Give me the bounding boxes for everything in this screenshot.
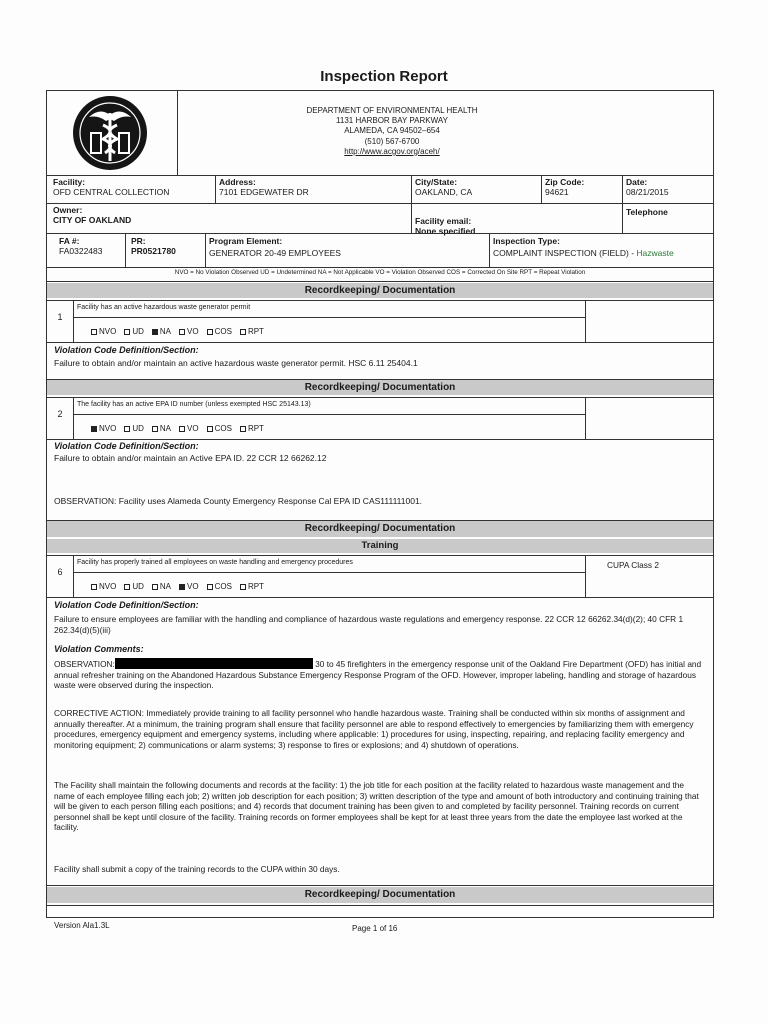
violation-code-text: Failure to obtain and/or maintain an Active EPA ID. 22 CCR 12 66262.12 xyxy=(54,453,327,463)
item-number: 1 xyxy=(57,312,63,322)
option-cos[interactable] xyxy=(207,327,232,336)
checkbox-ud[interactable] xyxy=(124,584,130,590)
item-description: Facility has properly trained all employees on waste handling and emergency procedures xyxy=(77,559,353,566)
checkbox-ud[interactable] xyxy=(124,329,130,335)
item-number: 2 xyxy=(57,409,63,419)
violation-comments-label: Violation Comments: xyxy=(54,644,144,654)
observation-text: OBSERVATION: Facility uses Alameda County Emergency Response Cal EPA ID CAS111111001. xyxy=(54,496,423,506)
facility-value: OFD CENTRAL COLLECTION xyxy=(53,187,170,197)
checkbox-ud[interactable] xyxy=(124,426,130,432)
agency-name: DEPARTMENT OF ENVIRONMENTAL HEALTH xyxy=(306,106,478,115)
page-number: Page 1 of 16 xyxy=(352,924,398,933)
checkbox-na[interactable] xyxy=(152,329,158,335)
date-label: Date: xyxy=(626,177,648,187)
option-na[interactable] xyxy=(152,582,171,591)
section-header-recordkeeping-4: Recordkeeping/ Documentation xyxy=(47,887,713,903)
report-title: Inspection Report xyxy=(320,68,448,85)
inspection-type-value: COMPLAINT INSPECTION (FIELD) - Hazwaste xyxy=(493,248,674,258)
checkbox-label: NVO xyxy=(99,424,117,433)
option-rpt[interactable] xyxy=(240,582,264,591)
checkbox-label: COS xyxy=(214,582,232,591)
option-vo[interactable] xyxy=(179,424,199,433)
inspection-type-label: Inspection Type: xyxy=(493,236,560,246)
address-value: 7101 EDGEWATER DR xyxy=(219,187,309,197)
checkbox-label: NA xyxy=(159,424,172,433)
item6-options xyxy=(91,576,272,594)
checkbox-nvo[interactable] xyxy=(91,329,97,335)
option-rpt[interactable] xyxy=(240,424,264,433)
checkbox-label: VO xyxy=(187,582,199,591)
checkbox-label: NA xyxy=(159,327,172,336)
checkbox-vo[interactable] xyxy=(179,584,185,590)
option-na[interactable] xyxy=(152,327,171,336)
checkbox-na[interactable] xyxy=(152,426,158,432)
checkbox-cos[interactable] xyxy=(207,584,213,590)
checkbox-label: NA xyxy=(159,582,172,591)
checkbox-cos[interactable] xyxy=(207,426,213,432)
option-cos[interactable] xyxy=(207,424,232,433)
checkbox-label: UD xyxy=(132,582,144,591)
option-nvo[interactable] xyxy=(91,582,116,591)
agency-logo xyxy=(67,93,153,173)
item-description: Facility has an active hazardous waste generator permit xyxy=(77,304,251,311)
item-number: 6 xyxy=(57,567,63,577)
pr-value: PR0521780 xyxy=(131,246,176,256)
option-vo[interactable] xyxy=(179,327,199,336)
option-nvo[interactable] xyxy=(91,424,116,433)
checkbox-label: RPT xyxy=(247,327,264,336)
fa-label: FA #: xyxy=(59,236,80,246)
checkbox-rpt[interactable] xyxy=(240,584,246,590)
checkbox-label: UD xyxy=(132,327,144,336)
checkbox-rpt[interactable] xyxy=(240,329,246,335)
checkbox-label: COS xyxy=(214,327,232,336)
version-label: Version Ala1.3L xyxy=(54,921,110,930)
agency-block xyxy=(177,106,607,157)
city-label: City/State: xyxy=(415,177,458,187)
checkbox-label: NVO xyxy=(99,582,117,591)
inspection-type-suffix: Hazwaste xyxy=(636,248,674,258)
checkbox-label: RPT xyxy=(247,424,264,433)
checkbox-label: VO xyxy=(187,327,199,336)
checkbox-nvo[interactable] xyxy=(91,426,97,432)
corrective-action-paragraph: CORRECTIVE ACTION: Immediately provide training to all facility personnel who handle hazardous waste. Training shall be conducted within six months of assignment and annually thereafter. At a minimum, the training program shall ensure that facility personnel are able to respond effectively to emergencies by familiarizing them with emergency procedures, emergency equipment and emergency systems, including where applicable: 1) procedures for using, inspecting, repairing, and replacing facility emergency and monitoring equipment; 2) communications or alarm systems; 3) response to fires or explosions; and 4) shutdown of operations. xyxy=(54,708,694,750)
checkbox-label: NVO xyxy=(99,327,117,336)
option-cos[interactable] xyxy=(207,582,232,591)
inspection-form xyxy=(46,90,714,918)
violation-code-label: Violation Code Definition/Section: xyxy=(54,441,199,451)
section-header-recordkeeping-3: Recordkeeping/ Documentation xyxy=(47,521,713,537)
option-vo[interactable] xyxy=(179,582,199,591)
checkbox-vo[interactable] xyxy=(179,426,185,432)
email-label: Facility email: xyxy=(415,216,472,226)
option-rpt[interactable] xyxy=(240,327,264,336)
submit-paragraph: Facility shall submit a copy of the training records to the CUPA within 30 days. xyxy=(54,864,340,874)
checkbox-cos[interactable] xyxy=(207,329,213,335)
item1-options xyxy=(91,321,272,339)
section-header-recordkeeping-2: Recordkeeping/ Documentation xyxy=(47,380,713,395)
checkbox-label: UD xyxy=(132,424,144,433)
zip-label: Zip Code: xyxy=(545,177,585,187)
redaction-bar xyxy=(115,658,313,669)
checkbox-label: RPT xyxy=(247,582,264,591)
checkbox-rpt[interactable] xyxy=(240,426,246,432)
checkbox-na[interactable] xyxy=(152,584,158,590)
checkbox-label: VO xyxy=(187,424,199,433)
agency-city: ALAMEDA, CA 94502–654 xyxy=(344,126,440,136)
caduceus-seal-icon xyxy=(67,93,153,173)
agency-phone: (510) 567-6700 xyxy=(364,136,420,146)
option-ud[interactable] xyxy=(124,424,144,433)
program-value: GENERATOR 20-49 EMPLOYEES xyxy=(209,248,341,258)
violation-code-text: Failure to ensure employees are familiar with the handling and compliance of hazardous waste regulations and emergency response. 22 CCR 12 66262.34(d)(2); 40 CFR 1 262.34(d)(5)(iii) xyxy=(54,614,684,635)
violation-code-label: Violation Code Definition/Section: xyxy=(54,345,199,355)
section-header-training: Training xyxy=(47,539,713,553)
checkbox-vo[interactable] xyxy=(179,329,185,335)
agency-link[interactable]: http://www.acgov.org/aceh/ xyxy=(344,146,440,156)
section-header-recordkeeping-1: Recordkeeping/ Documentation xyxy=(47,283,713,298)
observation-paragraph: OBSERVATION: 30 to 45 firefighters in the emergency response unit of the Oakland Fire Department (OFD) has initial and annual refresher training on the Abandoned Hazardous Substance Emergency Response Program of the OFD. However, improper labeling, handling and storage of hazardous waste were observed during the inspection. xyxy=(54,659,702,691)
status-legend: NVO = No Violation Observed UD = Undetermined NA = Not Applicable VO = Violation Observed COS = Corrected On Site RPT = Repeat Violation xyxy=(174,269,586,276)
date-value: 08/21/2015 xyxy=(626,187,669,197)
pr-label: PR: xyxy=(131,236,146,246)
checkbox-label: COS xyxy=(214,424,232,433)
checkbox-nvo[interactable] xyxy=(91,584,97,590)
city-value: OAKLAND, CA xyxy=(415,187,473,197)
agency-address: 1131 HARBOR BAY PARKWAY xyxy=(336,116,448,126)
owner-label: Owner: xyxy=(53,205,83,215)
violation-code-text: Failure to obtain and/or maintain an active hazardous waste generator permit. HSC 6.11 25404.1 xyxy=(54,358,418,368)
program-label: Program Element: xyxy=(209,236,283,246)
records-paragraph: The Facility shall maintain the following documents and records at the facility: 1) the job title for each position at the facility related to hazardous waste management and the name of each employee filling each job; 2) written job description for each position; 3) written description of the type and amount of both introductory and continuing training that will be given to each person filling each positions; and 4) records that document training has been given to and completed by facility personnel. Training records on current personnel shall be kept until closure of the facility. Training records on former employees shall be kept for at least three years from the date the employee last worked at the facility. xyxy=(54,780,699,833)
item2-options xyxy=(91,418,272,436)
owner-value: CITY OF OAKLAND xyxy=(53,215,132,225)
cupa-class-badge: CUPA Class 2 xyxy=(607,560,659,570)
telephone-label: Telephone xyxy=(626,207,668,217)
facility-label: Facility: xyxy=(53,177,86,187)
zip-value: 94621 xyxy=(545,187,569,197)
option-nvo[interactable] xyxy=(91,327,116,336)
address-label: Address: xyxy=(219,177,256,187)
option-ud[interactable] xyxy=(124,327,144,336)
item-description: The facility has an active EPA ID number (unless exempted HSC 25143.13) xyxy=(77,401,311,408)
option-ud[interactable] xyxy=(124,582,144,591)
violation-code-label: Violation Code Definition/Section: xyxy=(54,600,199,610)
fa-value: FA0322483 xyxy=(59,246,103,256)
email-value: None specified xyxy=(415,226,476,236)
option-na[interactable] xyxy=(152,424,171,433)
